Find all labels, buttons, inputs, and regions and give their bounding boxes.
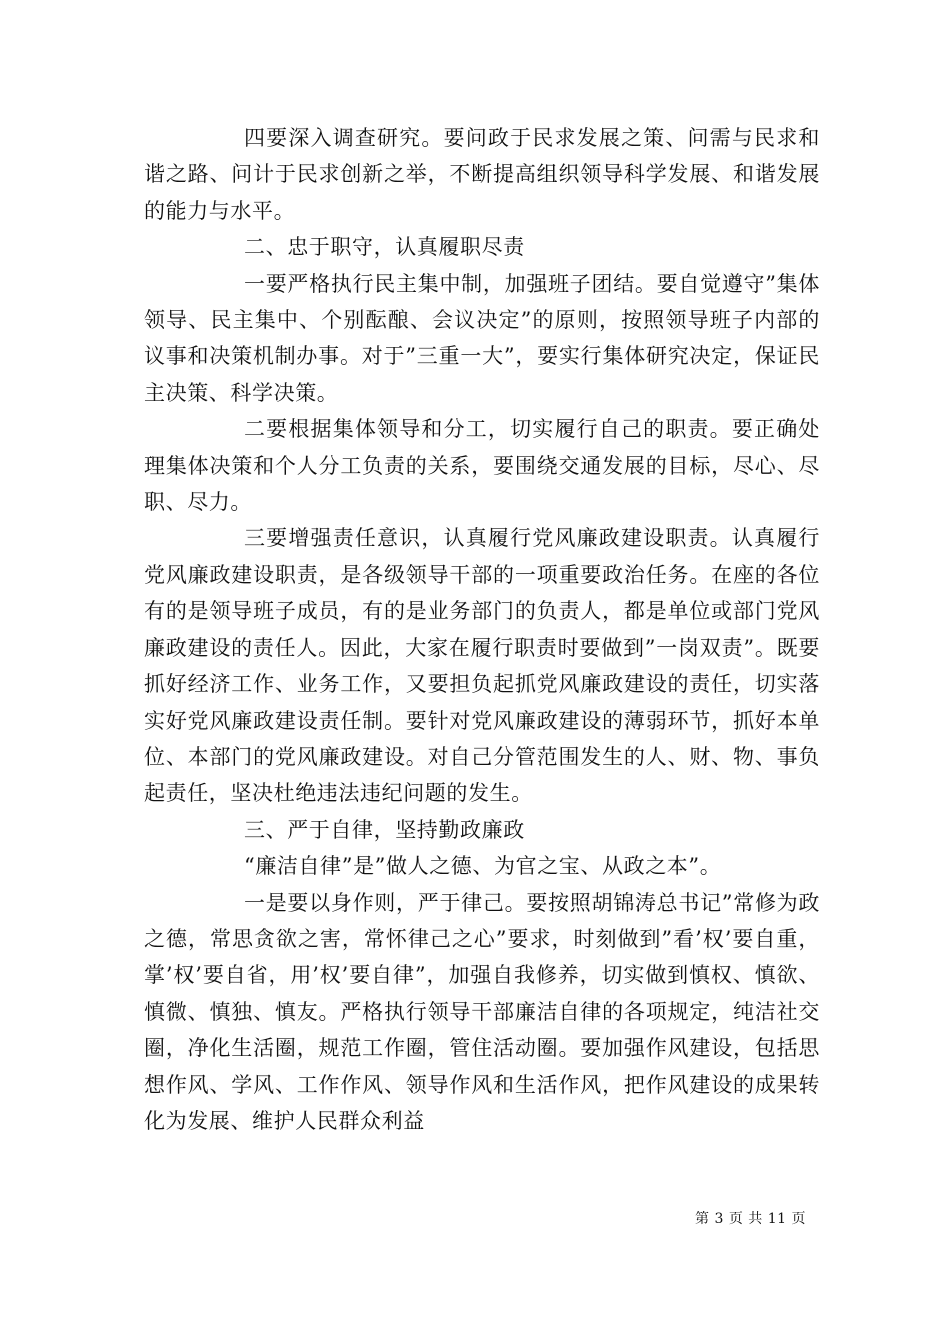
- paragraph-investigation: 四要深入调查研究。要问政于民求发展之策、问需与民求和谐之路、问计于民求创新之举，不断提高组织领导科学发展、和谐发展的能力与水平。: [144, 126, 820, 223]
- paragraph-democratic-centralism: 一要严格执行民主集中制，加强班子团结。要自觉遵守”集体领导、民主集中、个别酝酿、会议决定”的原则，按照领导班子内部的议事和决策机制办事。对于”三重一大”，要实行集体研究决定，保证民主决策、科学决策。: [144, 271, 820, 405]
- paragraph-lead-by-example: 一是要以身作则，严于律己。要按照胡锦涛总书记”常修为政之德，常思贪欲之害，常怀律己之心”要求，时刻做到”看’权’要自重，掌’权’要自省，用’权’要自律”，加强自我修养，切实做到慎权、慎欲、慎微、慎独、慎友。严格执行领导干部廉洁自律的各项规定，纯洁社交圈，净化生活圈，规范工作圈，管住活动圈。要加强作风建设，包括思想作风、学风、工作作风、领导作风和生活作风，把作风建设的成果转化为发展、维护人民群众利益: [144, 890, 820, 1133]
- page-number-footer: 第 3 页 共 11 页: [695, 1211, 806, 1227]
- paragraph-division-of-labor: 二要根据集体领导和分工，切实履行自己的职责。要正确处理集体决策和个人分工负责的关系，要围绕交通发展的目标，尽心、尽职、尽力。: [144, 417, 820, 515]
- paragraph-responsibility: 三要增强责任意识，认真履行党风廉政建设职责。认真履行党风廉政建设职责，是各级领导干部的一项重要政治任务。在座的各位有的是领导班子成员，有的是业务部门的负责人，都是单位或部门党风廉政建设的责任人。因此，大家在履行职责时要做到”一岗双责”。既要抓好经济工作、业务工作，又要担负起抓党风廉政建设的责任，切实落实好党风廉政建设责任制。要针对党风廉政建设的薄弱环节，抓好本单位、本部门的党风廉政建设。对自己分管范围发生的人、财、物、事负起责任，坚决杜绝违法违纪问题的发生。: [144, 526, 820, 806]
- section-heading-duty: 二、忠于职守，认真履职尽责: [244, 235, 525, 260]
- document-body: [144, 120, 820, 1139]
- paragraph-integrity-quote: “廉洁自律”是”做人之德、为官之宝、从政之本”。: [244, 854, 722, 879]
- section-heading-self-discipline: 三、严于自律，坚持勤政廉政: [244, 817, 525, 842]
